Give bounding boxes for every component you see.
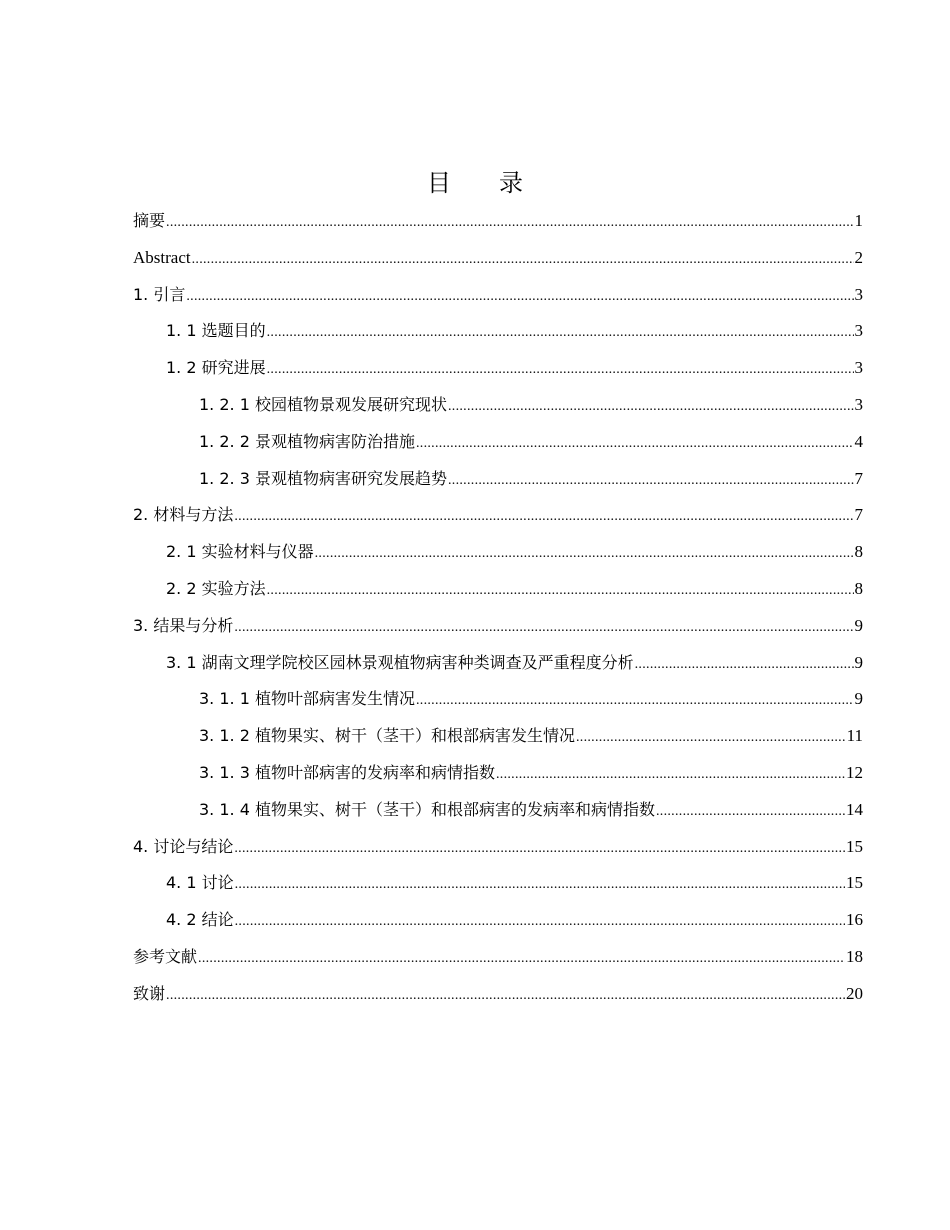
toc-entry-page: 20 xyxy=(846,983,863,1003)
toc-leader-dots xyxy=(234,831,845,868)
toc-entry-text: 摘要 xyxy=(133,211,166,230)
toc-leader-dots xyxy=(315,536,854,573)
toc-entry-text: 4. 1 讨论 xyxy=(166,873,234,893)
toc-entry-1-2-3[interactable] xyxy=(133,461,863,498)
toc-entry-page: 9 xyxy=(854,689,863,709)
toc-entry-text: 1. 1 选题目的 xyxy=(166,321,266,341)
toc-entry-page: 2 xyxy=(854,247,863,267)
toc-entry-page: 16 xyxy=(846,910,863,930)
toc-entry-4-2[interactable] xyxy=(133,902,863,939)
toc-leader-dots xyxy=(198,941,845,978)
toc-entry-3-1-4[interactable] xyxy=(133,792,863,829)
toc-leader-dots xyxy=(635,647,854,684)
toc-entry-1-2-2[interactable] xyxy=(133,424,863,461)
toc-entry-text: 3. 1. 4 植物果实、树干（茎干）和根部病害的发病率和病情指数 xyxy=(199,799,655,819)
toc-entry-acknowledgements[interactable] xyxy=(133,976,863,1013)
toc-entry-page: 7 xyxy=(854,505,863,525)
toc-entry-text: 4. 讨论与结论 xyxy=(133,836,234,856)
toc-entry-3-1-1[interactable] xyxy=(133,681,863,718)
toc-entry-text: 3. 结果与分析 xyxy=(133,615,234,635)
toc-entry-1-2-1[interactable] xyxy=(133,387,863,424)
toc-entry-page: 7 xyxy=(854,468,863,488)
toc-leader-dots xyxy=(234,610,853,647)
toc-entry-text: 3. 1. 1 植物叶部病害发生情况 xyxy=(199,689,415,709)
toc-entry-abstract-en[interactable] xyxy=(133,240,863,277)
toc-entry-page: 3 xyxy=(854,284,863,304)
page-title-char-1: 目 xyxy=(427,169,451,197)
toc-entry-1-1[interactable] xyxy=(133,313,863,350)
toc-entry-page: 11 xyxy=(846,726,863,746)
toc-entry-page: 18 xyxy=(846,946,863,966)
toc-entry-page: 15 xyxy=(846,836,863,856)
toc-leader-dots xyxy=(448,463,854,500)
toc-entry-text: 参考文献 xyxy=(133,946,198,966)
toc-entry-page: 8 xyxy=(854,578,863,598)
toc-entry-page: 15 xyxy=(846,873,863,893)
toc-leader-dots xyxy=(267,315,854,352)
toc-entry-page: 3 xyxy=(854,321,863,341)
toc-entry-introduction[interactable] xyxy=(133,277,863,314)
toc-entry-page: 4 xyxy=(854,431,863,451)
toc-entry-4-1[interactable] xyxy=(133,865,863,902)
toc-entry-text: 2. 2 实验方法 xyxy=(166,578,266,598)
toc-leader-dots xyxy=(576,720,846,757)
toc-entry-text: 2. 材料与方法 xyxy=(133,505,234,525)
toc-entry-page: 8 xyxy=(854,542,863,562)
toc-leader-dots xyxy=(656,794,845,831)
toc-leader-dots xyxy=(192,242,854,279)
toc-leader-dots xyxy=(235,904,845,941)
toc-leader-dots xyxy=(166,978,845,1015)
toc-entry-text: 3. 1. 3 植物叶部病害的发病率和病情指数 xyxy=(199,762,495,782)
toc-entry-3-1-2[interactable] xyxy=(133,718,863,755)
toc-entry-text: 致谢 xyxy=(133,983,166,1003)
toc-entry-page: 9 xyxy=(854,652,863,672)
toc-leader-dots xyxy=(267,352,854,389)
toc-entry-references[interactable] xyxy=(133,939,863,976)
toc-leader-dots xyxy=(234,499,853,536)
toc-entry-text: 1. 2. 3 景观植物病害研究发展趋势 xyxy=(199,468,447,488)
toc-leader-dots xyxy=(416,426,854,463)
toc-entry-text: 4. 2 结论 xyxy=(166,910,234,930)
toc-entry-page: 3 xyxy=(854,358,863,378)
toc-entry-text: 1. 2 研究进展 xyxy=(166,358,266,378)
toc-entry-results-analysis[interactable] xyxy=(133,608,863,645)
table-of-contents xyxy=(133,203,863,1013)
page-title-char-2: 录 xyxy=(499,169,523,197)
toc-entry-text: 3. 1. 2 植物果实、树干（茎干）和根部病害发生情况 xyxy=(199,726,575,746)
toc-entry-text: 2. 1 实验材料与仪器 xyxy=(166,542,314,562)
toc-leader-dots xyxy=(166,205,853,242)
toc-leader-dots xyxy=(267,573,854,610)
toc-leader-dots xyxy=(448,389,854,426)
toc-leader-dots xyxy=(416,683,854,720)
toc-entry-discussion-conclusion[interactable] xyxy=(133,829,863,866)
toc-entry-materials-methods[interactable] xyxy=(133,497,863,534)
toc-leader-dots xyxy=(235,867,845,904)
toc-entry-page: 9 xyxy=(854,615,863,635)
toc-entry-page: 1 xyxy=(854,211,863,230)
toc-entry-page: 12 xyxy=(846,762,863,782)
toc-entry-3-1[interactable] xyxy=(133,645,863,682)
toc-entry-3-1-3[interactable] xyxy=(133,755,863,792)
page-title xyxy=(0,163,950,198)
toc-leader-dots xyxy=(496,757,845,794)
toc-entry-text: 3. 1 湖南文理学院校区园林景观植物病害种类调查及严重程度分析 xyxy=(166,652,634,672)
toc-entry-text: 1. 引言 xyxy=(133,284,186,304)
toc-entry-abstract-cn[interactable] xyxy=(133,203,863,240)
toc-entry-text: 1. 2. 2 景观植物病害防治措施 xyxy=(199,431,415,451)
toc-entry-page: 3 xyxy=(854,394,863,414)
toc-entry-1-2[interactable] xyxy=(133,350,863,387)
toc-leader-dots xyxy=(186,279,853,316)
toc-entry-2-1[interactable] xyxy=(133,534,863,571)
toc-entry-page: 14 xyxy=(846,799,863,819)
toc-entry-2-2[interactable] xyxy=(133,571,863,608)
toc-entry-text: 1. 2. 1 校园植物景观发展研究现状 xyxy=(199,394,447,414)
toc-entry-text: Abstract xyxy=(133,247,191,267)
